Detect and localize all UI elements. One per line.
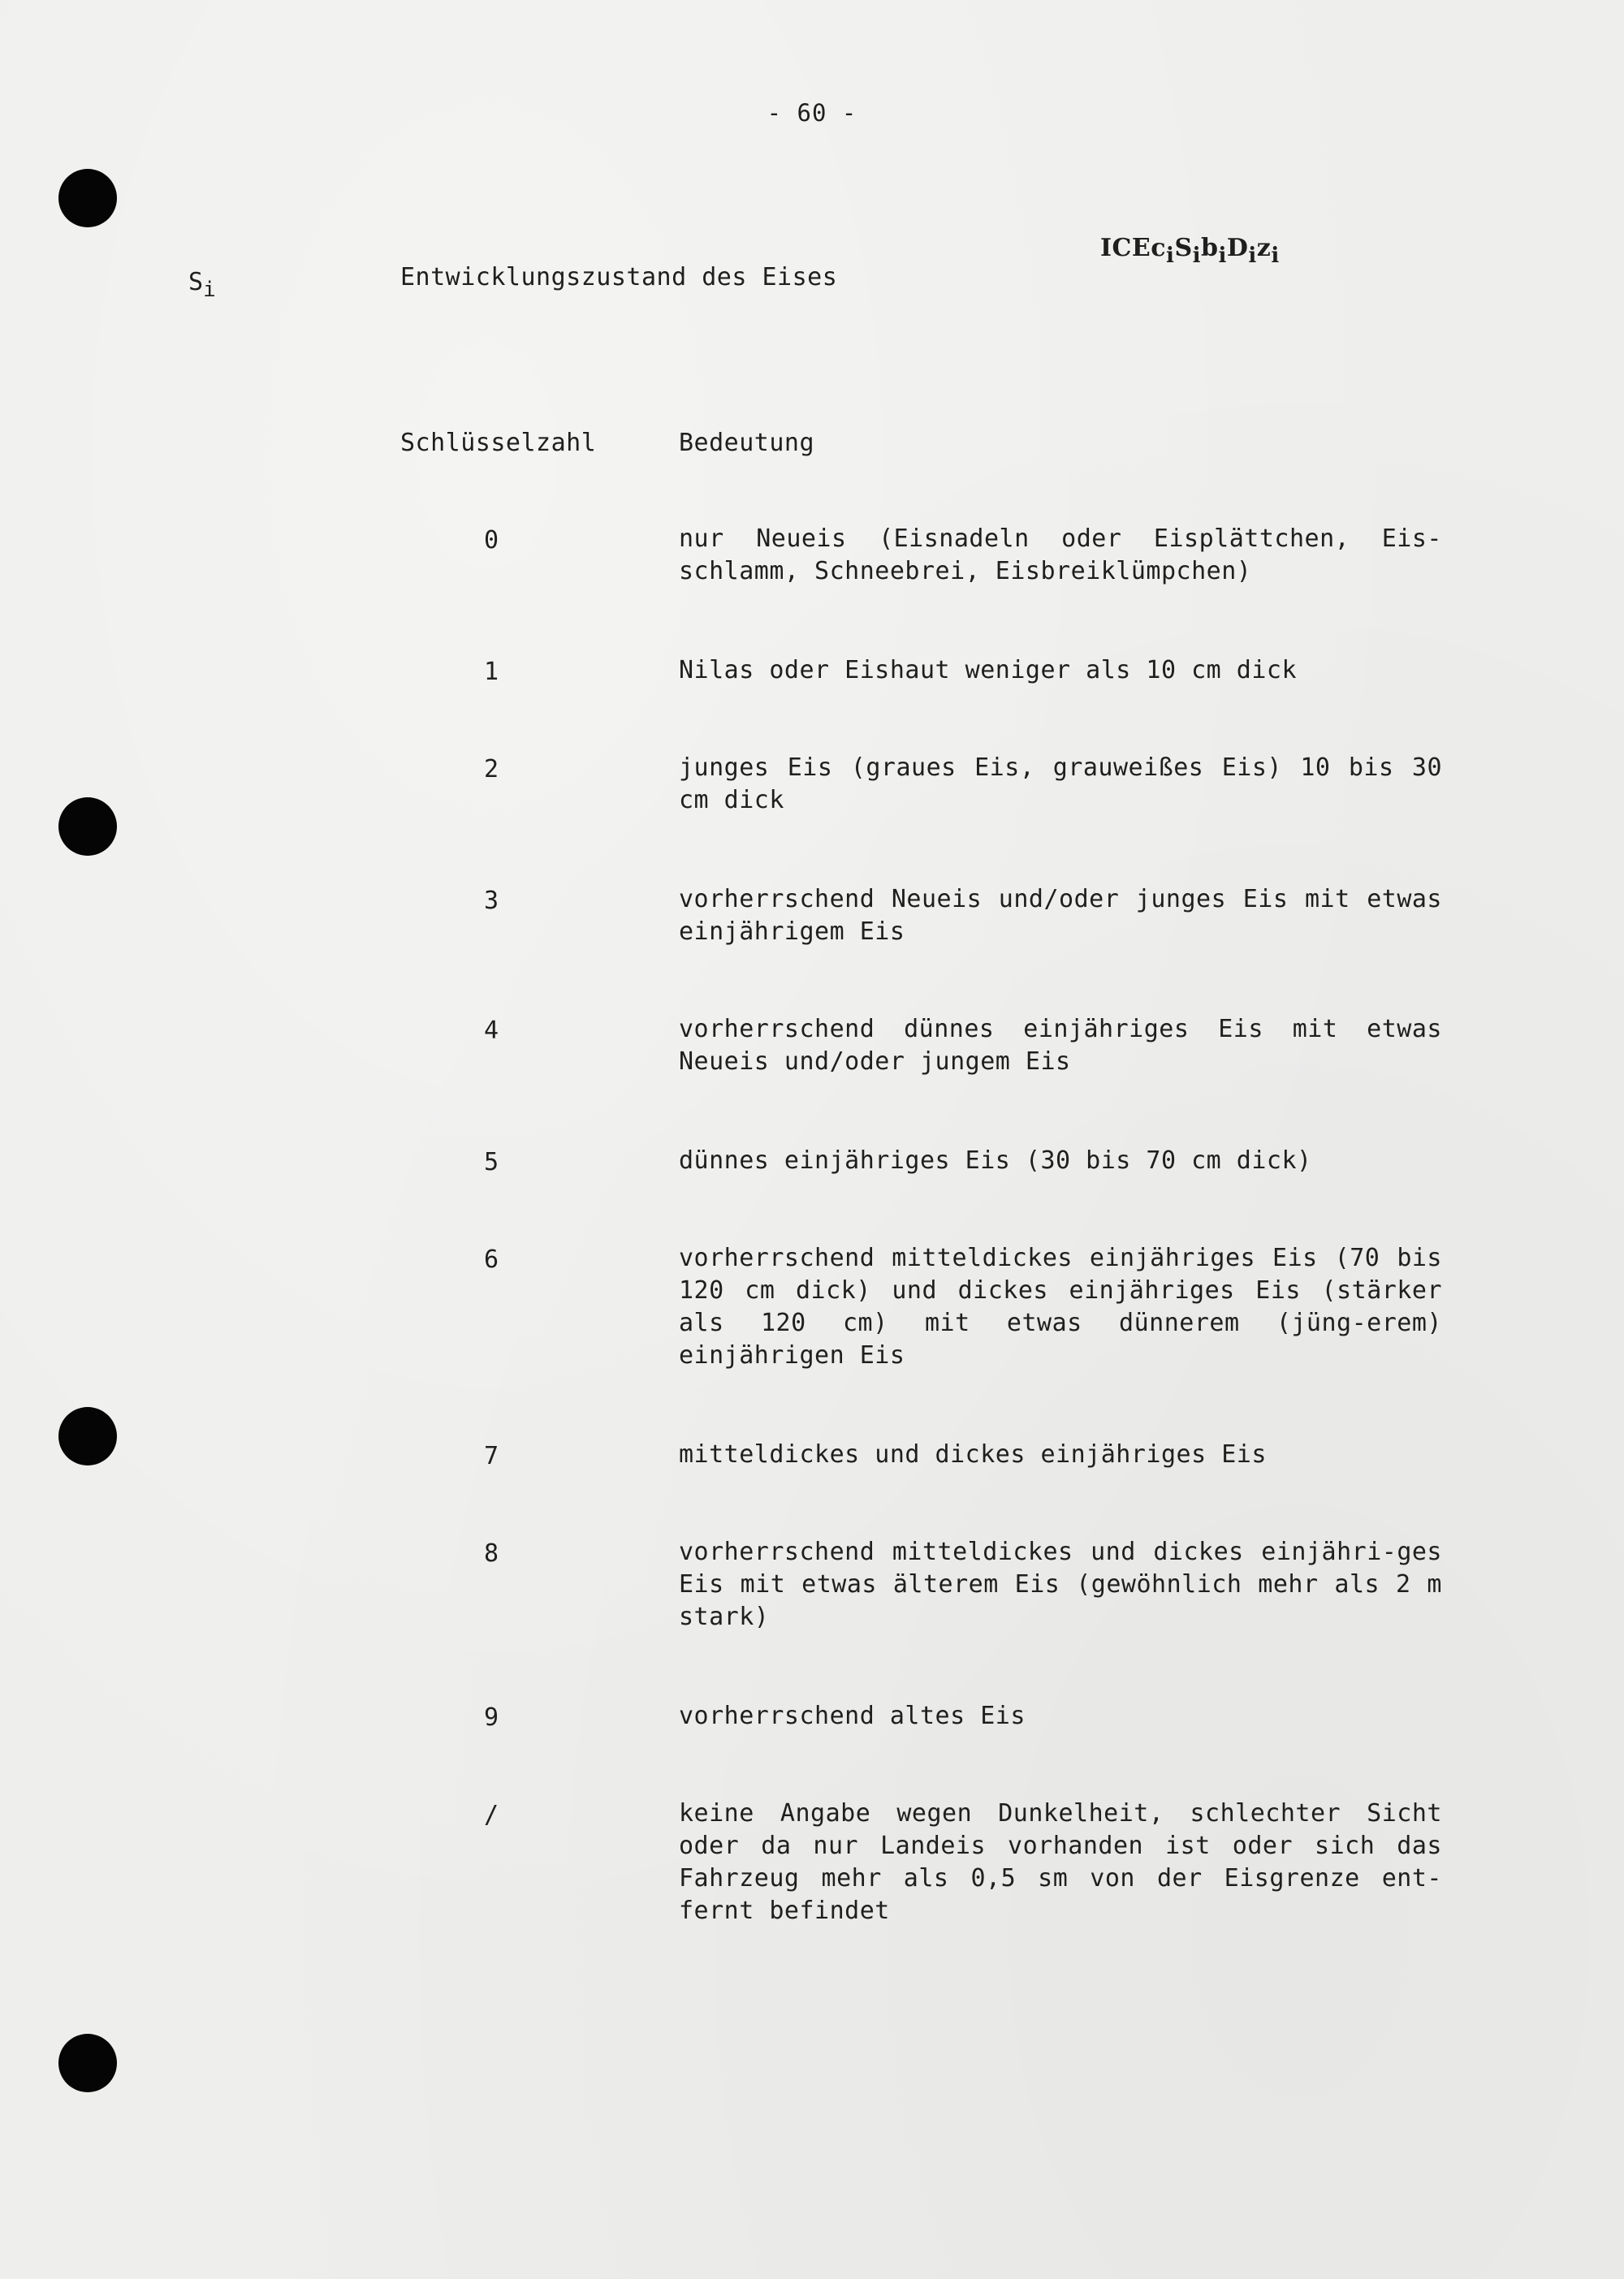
- column-header-key: Schlüsselzahl: [400, 429, 597, 457]
- entry-key: 7: [484, 1442, 499, 1470]
- entry-text: vorherrschend altes Eis: [679, 1702, 1026, 1730]
- punch-hole: [58, 797, 117, 856]
- entry-text: vorherrschend mitteldickes und dickes einjähri-ges Eis mit etwas älterem Eis (gewöhnlich mehr als 2 m stark): [679, 1538, 1442, 1631]
- entry-text: mitteldickes und dickes einjähriges Eis: [679, 1440, 1267, 1469]
- code-group-header: [1100, 234, 1280, 268]
- entry-text: vorherrschend dünnes einjähriges Eis mit etwas Neueis und/oder jungem Eis: [679, 1015, 1442, 1076]
- entry-text: Nilas oder Eishaut weniger als 10 cm dick: [679, 656, 1298, 684]
- code-symbol-sub: i: [203, 278, 216, 302]
- entry-text: vorherrschend Neueis und/oder junges Eis mit etwas einjährigem Eis: [679, 885, 1442, 946]
- entry-text: vorherrschend mitteldickes einjähriges Eis (70 bis 120 cm dick) und dickes einjähriges Eis (stärker als 120 cm) mit etwas dünnerem (jüng-erem) einjährigen Eis: [679, 1244, 1442, 1370]
- code-part-sub: i: [1166, 244, 1175, 268]
- entry-key: 6: [484, 1245, 499, 1274]
- entry-key: /: [484, 1801, 499, 1829]
- entry-key: 5: [484, 1148, 499, 1176]
- section-title: Entwicklungszustand des Eises: [400, 263, 838, 291]
- entry-text: junges Eis (graues Eis, grauweißes Eis) 10 bis 30 cm dick: [679, 753, 1442, 814]
- entry-key: 0: [484, 526, 499, 555]
- code-part-sub: i: [1271, 244, 1280, 268]
- punch-hole: [58, 169, 117, 227]
- entry-text: nur Neueis (Eisnadeln oder Eisplättchen, Eis-schlamm, Schneebrei, Eisbreiklümpchen): [679, 524, 1442, 585]
- code-part-sub: i: [1248, 244, 1257, 268]
- entry-key: 4: [484, 1016, 499, 1045]
- code-part: z: [1256, 234, 1272, 262]
- code-symbol-base: S: [188, 268, 204, 296]
- entry-key: 9: [484, 1703, 499, 1732]
- code-symbol: [188, 268, 216, 302]
- page-number: - 60 -: [767, 99, 857, 127]
- entry-key: 8: [484, 1539, 499, 1568]
- entry-text: keine Angabe wegen Dunkelheit, schlechter Sicht oder da nur Landeis vorhanden ist oder sich das Fahrzeug mehr als 0,5 sm von der Eisgrenze ent-fernt befindet: [679, 1799, 1442, 1925]
- column-header-meaning: Bedeutung: [679, 429, 815, 457]
- code-part: S: [1174, 234, 1193, 262]
- entry-text: dünnes einjähriges Eis (30 bis 70 cm dick): [679, 1146, 1312, 1175]
- code-part: D: [1226, 234, 1249, 262]
- entry-key: 2: [484, 755, 499, 783]
- code-part: b: [1201, 234, 1219, 262]
- entry-key: 1: [484, 658, 499, 686]
- entry-key: 3: [484, 887, 499, 915]
- code-part-sub: i: [1192, 244, 1201, 268]
- punch-hole: [58, 1407, 117, 1465]
- code-part: ICEc: [1100, 234, 1167, 262]
- punch-hole: [58, 2034, 117, 2092]
- code-part-sub: i: [1218, 244, 1227, 268]
